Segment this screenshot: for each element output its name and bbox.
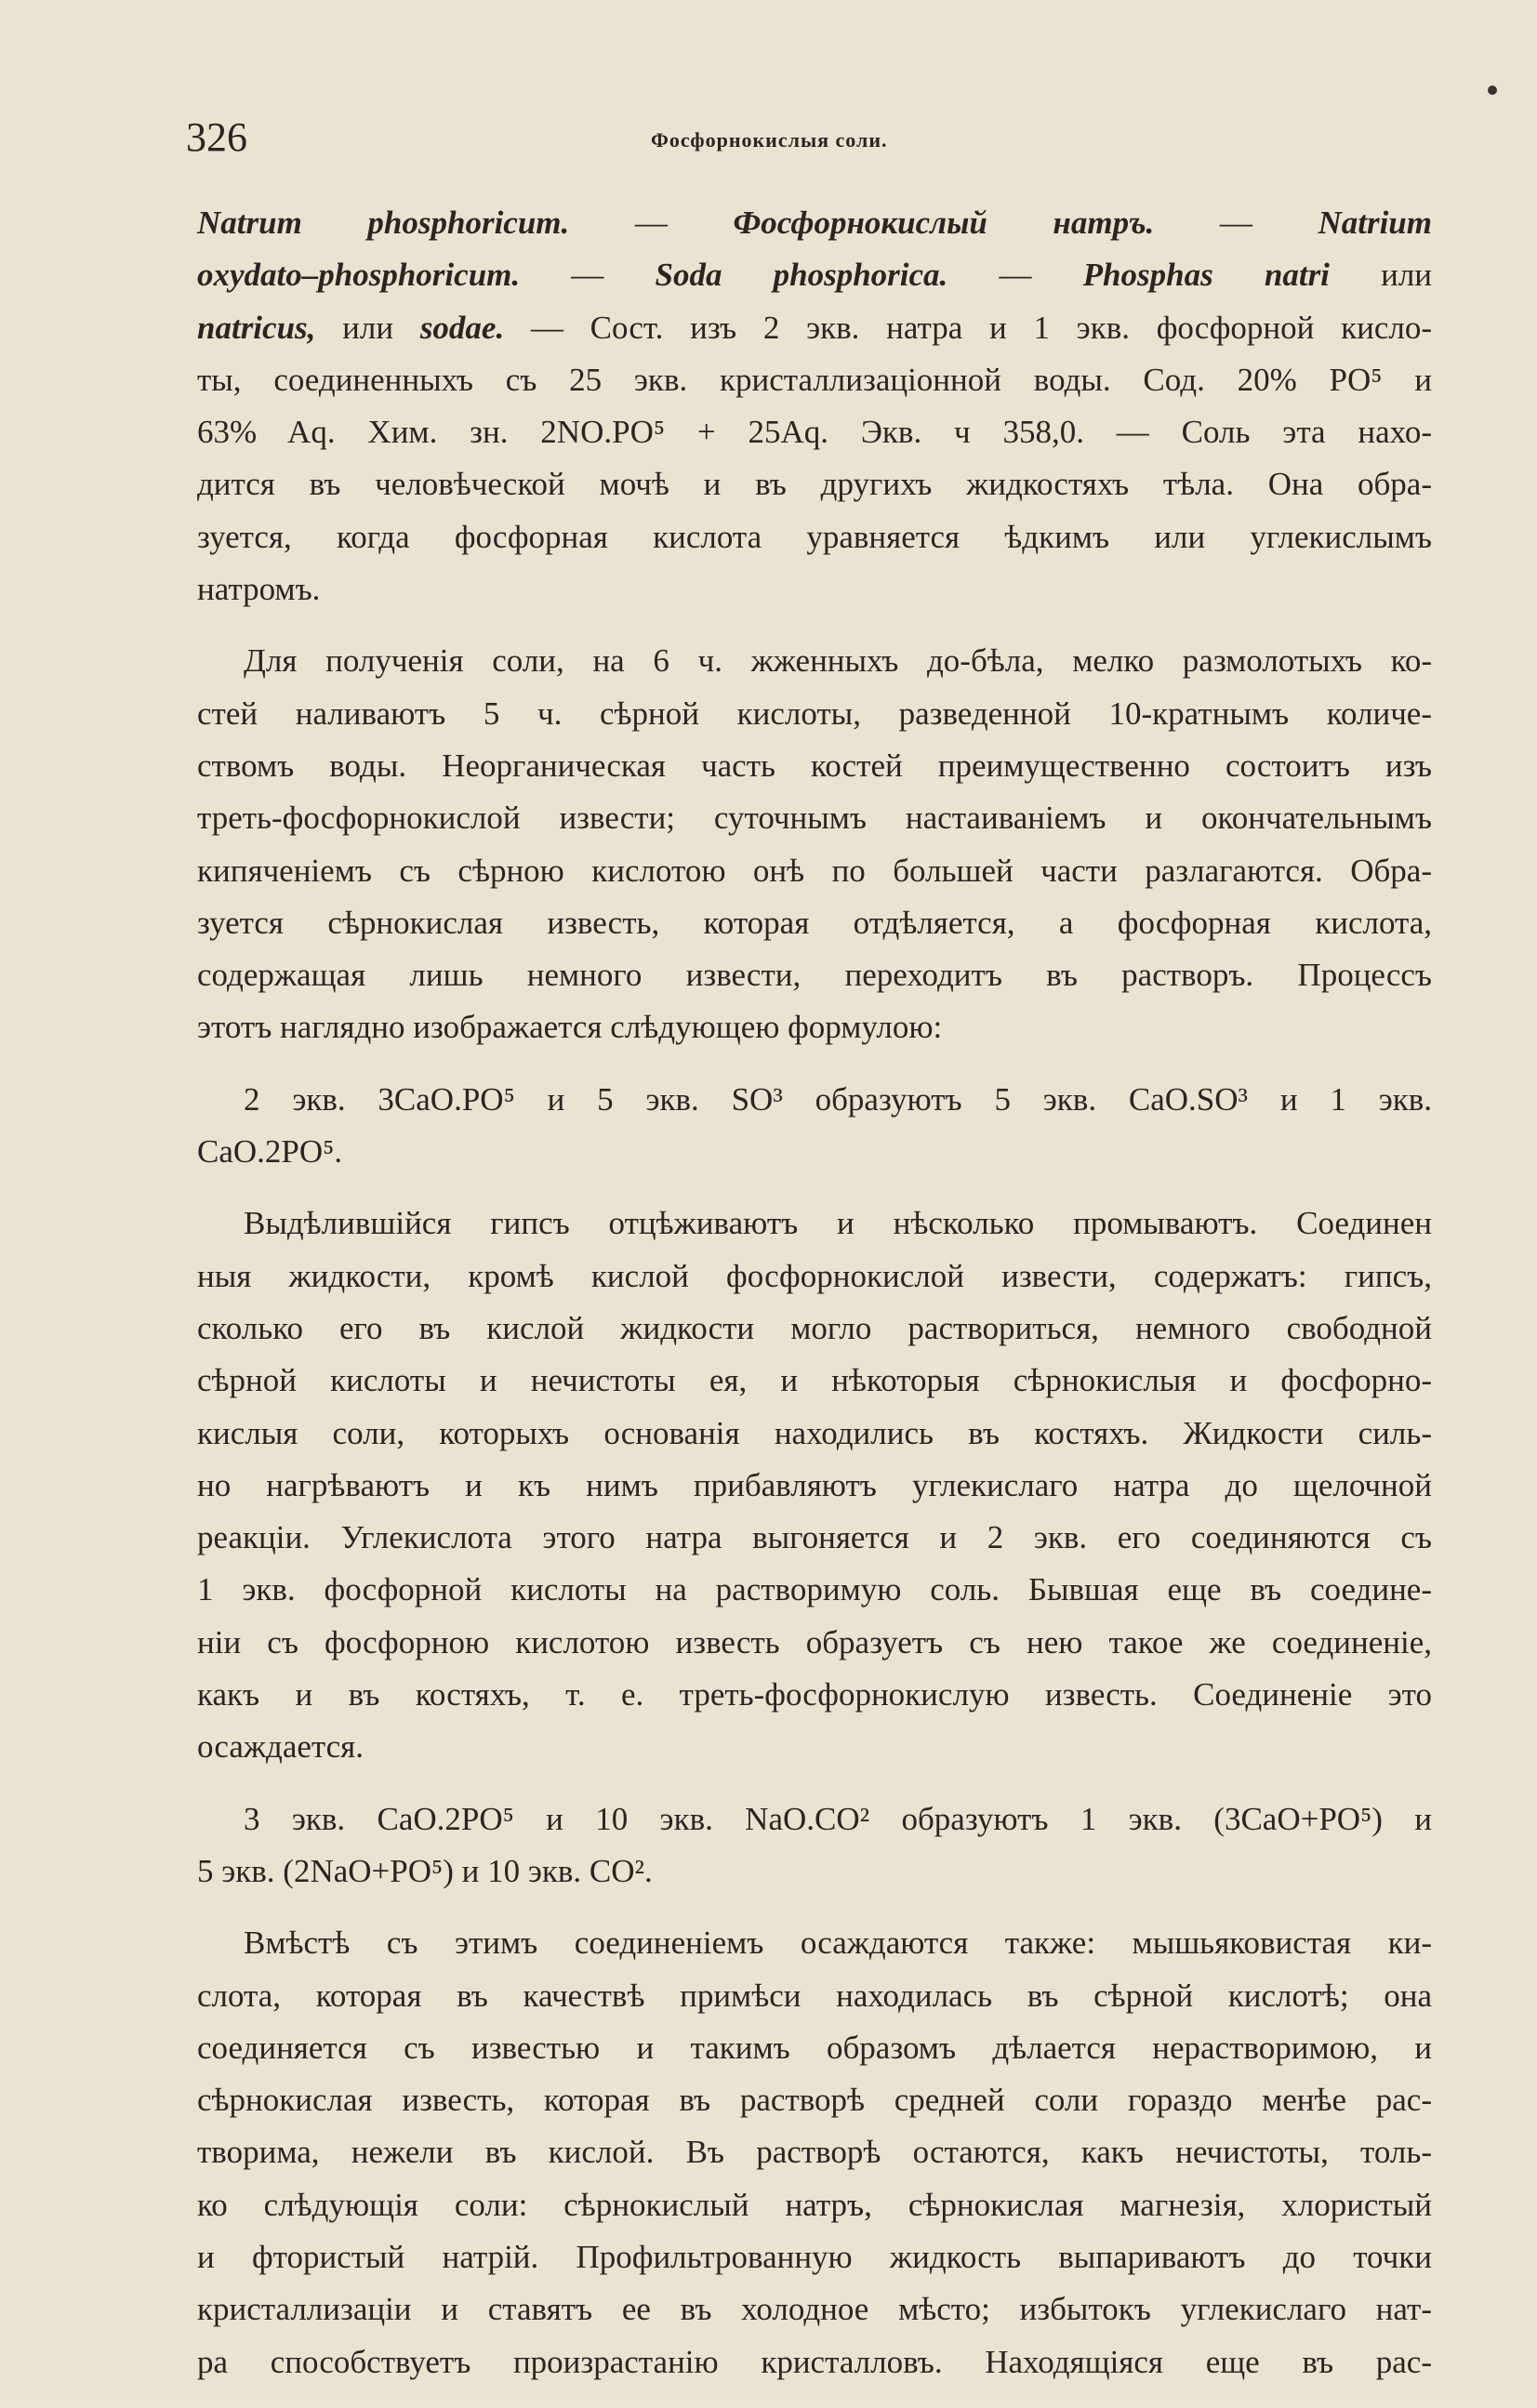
text-line: какъ и въ костяхъ, т. е. треть-фосфорнокислую известь. Соединеніе это	[197, 1676, 1432, 1713]
text-line: 63% Aq. Хим. зн. 2NO.PO⁵ + 25Aq. Экв. ч 358,0. — Соль эта нахо-	[197, 414, 1432, 451]
body-text	[197, 197, 1432, 2408]
text-line: реакціи. Углекислота этого натра выгоняется и 2 экв. его соединяются съ	[197, 1519, 1432, 1556]
speck-mark	[1488, 86, 1497, 95]
paragraph-precipitation	[197, 1917, 1432, 2388]
text-line: 1 экв. фосфорной кислоты на растворимую соль. Бывшая еще въ соедине-	[197, 1571, 1432, 1608]
text-line: творима, нежели въ кислой. Въ растворѣ остаются, какъ нечистоты, толь-	[197, 2134, 1432, 2171]
text-line: 2 экв. 3CaO.PO⁵ и 5 экв. SO³ образуютъ 5 экв. CaO.SO³ и 1 экв.	[244, 1080, 1432, 1118]
text-line: Вмѣстѣ съ этимъ соединеніемъ осаждаются также: мышьяковистая ки-	[244, 1925, 1432, 1962]
page-header	[186, 110, 1432, 165]
text-line: этотъ наглядно изображается слѣдующею формулою:	[197, 1009, 943, 1046]
text-line: 5 экв. (2NaO+PO⁵) и 10 экв. CO².	[197, 1852, 653, 1889]
text-line: содержащая лишь немного извести, переходитъ въ растворъ. Процессъ	[197, 957, 1432, 994]
text-line: ныя жидкости, кромѣ кислой фосфорнокислой извести, содержатъ: гипсъ,	[197, 1257, 1432, 1294]
text-line: сколько его въ кислой жидкости могло раствориться, немного свободной	[197, 1309, 1432, 1346]
text-line: осаждается.	[197, 1728, 364, 1766]
text-line: Выдѣлившійся гипсъ отцѣживаютъ и нѣсколько промываютъ. Соединен	[244, 1205, 1432, 1242]
text-line: стей наливаютъ 5 ч. сѣрной кислоты, разведенной 10-кратнымъ количе-	[197, 695, 1432, 732]
paragraph-gypsum	[197, 1197, 1432, 1773]
text-line: кристаллизаціи и ставятъ ее въ холодное мѣсто; избытокъ углекислаго нат-	[197, 2291, 1432, 2328]
text-line: но нагрѣваютъ и къ нимъ прибавляютъ углекислаго натра до щелочной	[197, 1466, 1432, 1503]
formula-2	[197, 1793, 1432, 1899]
text-line: кипяченіемъ съ сѣрною кислотою онѣ по большей части разлагаются. Обра-	[197, 852, 1432, 889]
text-line: дится въ человѣческой мочѣ и въ другихъ жидкостяхъ тѣла. Она обра-	[197, 466, 1432, 503]
text-line: ты, соединенныхъ съ 25 экв. кристаллизаціонной воды. Сод. 20% PO⁵ и	[197, 361, 1432, 398]
text-line: натромъ.	[197, 571, 321, 608]
text-line: треть-фосфорнокислой извести; суточнымъ настаиваніемъ и окончательнымъ	[197, 800, 1432, 837]
text-line: ра способствуетъ произрастанію кристалловъ. Находящіяся еще въ рас-	[197, 2343, 1432, 2380]
text-line: слота, которая въ качествѣ примѣси находилась въ сѣрной кислотѣ; она	[197, 1977, 1432, 2014]
text-line: кислыя соли, которыхъ основанія находились въ костяхъ. Жидкости силь-	[197, 1414, 1432, 1451]
paragraph-synonyms	[197, 197, 1432, 615]
text-line: и фтористый натрій. Профильтрованную жидкость выпариваютъ до точки	[197, 2238, 1432, 2275]
formula-1	[197, 1074, 1432, 1179]
text-line: сѣрной кислоты и нечистоты ея, и нѣкоторыя сѣрнокислыя и фосфорно-	[197, 1362, 1432, 1399]
text-line: oxydato–phosphoricum. — Soda phosphorica. — Phosphas natri или	[197, 257, 1433, 294]
text-line: зуется сѣрнокислая известь, которая отдѣляется, а фосфорная кислота,	[197, 904, 1432, 941]
text-line: natricus, или sodae. — Сост. изъ 2 экв. натра и 1 экв. фосфорной кисло-	[197, 309, 1432, 346]
text-line: CaO.2PO⁵.	[197, 1133, 343, 1171]
text-line: зуется, когда фосфорная кислота уравняется ѣдкимъ или углекислымъ	[197, 518, 1432, 555]
text-line: ніи съ фосфорною кислотою известь образуетъ съ нею такое же соединеніе,	[197, 1623, 1432, 1660]
text-line: ствомъ воды. Неорганическая часть костей преимущественно состоитъ изъ	[197, 747, 1432, 784]
page-number: 326	[186, 114, 247, 160]
text-line: Для полученія соли, на 6 ч. жженныхъ до-бѣла, мелко размолотыхъ ко-	[244, 642, 1432, 680]
paragraph-preparation	[197, 635, 1432, 1053]
text-line: 3 экв. CaO.2PO⁵ и 10 экв. NaO.CO² образуютъ 1 экв. (3CaO+PO⁵) и	[244, 1800, 1432, 1837]
text-line: сѣрнокислая известь, которая въ растворѣ средней соли гораздо менѣе рас-	[197, 2082, 1432, 2119]
text-line: ко слѣдующія соли: сѣрнокислый натръ, сѣрнокислая магнезія, хлористый	[197, 2186, 1432, 2223]
text-line: соединяется съ известью и такимъ образомъ дѣлается нерастворимою, и	[197, 2029, 1432, 2066]
text-line: Natrum phosphoricum. — Фосфорнокислый натръ. — Natrium	[197, 205, 1432, 241]
running-head: Фосфорнокислыя соли.	[651, 128, 888, 152]
